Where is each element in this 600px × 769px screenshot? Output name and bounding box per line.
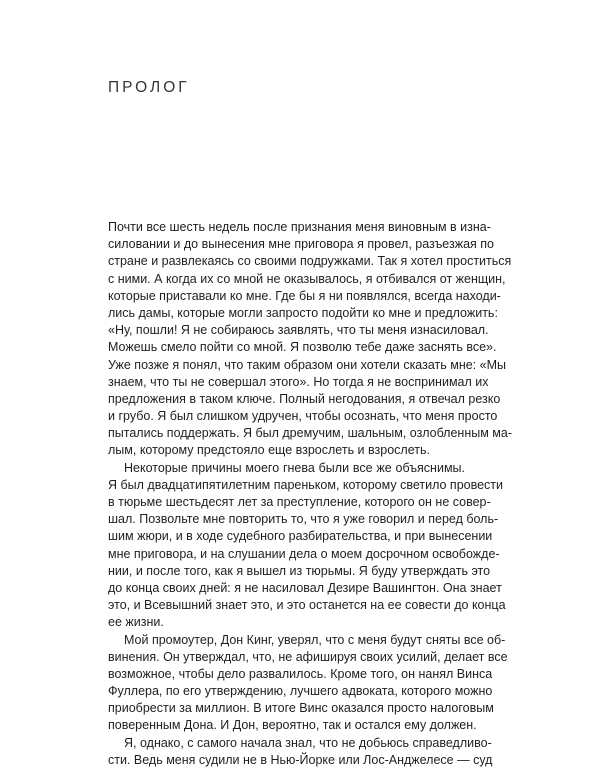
text-line: знаем, что ты не совершал этого». Но тогда я не воспринимал их bbox=[108, 374, 489, 389]
text-line: пытались поддержать. Я был дремучим, шальным, озлобленным ма- bbox=[108, 426, 512, 441]
text-line: винения. Он утверждал, что, не афишируя своих усилий, делает все bbox=[108, 649, 508, 664]
text-line: Мой промоутер, Дон Кинг, уверял, что с меня будут сняты все об- bbox=[124, 632, 506, 647]
paragraph bbox=[108, 460, 506, 632]
text-line: нии, и после того, как я вышел из тюрьмы. Я буду утверждать это bbox=[108, 563, 491, 578]
text-line: лым, которому предстояло еще взрослеть и взрослеть. bbox=[108, 443, 430, 458]
text-line: предложения в таком ключе. Полный негодования, я отвечал резко bbox=[108, 391, 501, 406]
text-line: шал. Позвольте мне повторить то, что я уже говорил и перед боль- bbox=[108, 512, 499, 527]
text-line: поверенным Дона. И Дон, вероятно, так и остался ему должен. bbox=[108, 718, 477, 733]
text-line: до конца своих дней: я не насиловал Дезире Вашингтон. Она знает bbox=[108, 580, 502, 595]
text-line: сти. Ведь меня судили не в Нью-Йорке или Лос-Анджелесе — суд bbox=[108, 752, 493, 767]
text-line: Почти все шесть недель после признания меня виновным в изна- bbox=[108, 220, 491, 234]
text-line: «Ну, пошли! Я не собираюсь заявлять, что ты меня изнасиловал. bbox=[108, 323, 489, 338]
text-line: это, и Всевышний знает это, и это останется на ее совести до конца bbox=[108, 598, 506, 613]
chapter-title: ПРОЛОГ bbox=[108, 79, 190, 96]
text-line: возможное, чтобы дело развалилось. Кроме того, он нанял Винса bbox=[108, 666, 493, 681]
text-line: в тюрьме шестьдесят лет за преступление, которого он не совер- bbox=[108, 495, 491, 509]
body-text bbox=[108, 219, 512, 769]
text-line: Я был двадцатипятилетним пареньком, которому светило провести bbox=[108, 477, 504, 492]
text-line: Можешь смело пойти со мной. Я позволю тебе даже заснять все». bbox=[108, 340, 497, 355]
text-line: Уже позже я понял, что таким образом они хотели сказать мне: «Мы bbox=[108, 357, 506, 372]
text-line: и грубо. Я был слишком удручен, чтобы осознать, что меня просто bbox=[108, 409, 498, 424]
text-line: приобрести за миллион. В итоге Винс оказался просто налоговым bbox=[108, 701, 494, 716]
text-line: силовании и до вынесения мне приговора я провел, разъезжая по bbox=[108, 237, 494, 252]
text-line: шим жюри, и в ходе судебного разбирательства, и при вынесении bbox=[108, 529, 493, 544]
text-line: стране и развлекаясь со своими подружками. Так я хотел проститься bbox=[108, 254, 512, 269]
paragraph bbox=[108, 219, 512, 460]
text-line: Я, однако, с самого начала знал, что не добьюсь справедливо- bbox=[124, 735, 492, 750]
text-line: которые приставали ко мне. Где бы я ни появлялся, всегда находи- bbox=[108, 288, 501, 303]
text-line: ее жизни. bbox=[108, 615, 164, 630]
text-line: Некоторые причины моего гнева были все же объяснимы. bbox=[124, 460, 465, 475]
paragraph bbox=[108, 735, 493, 769]
text-line: Фуллера, по его утверждению, лучшего адвоката, которого можно bbox=[108, 684, 493, 699]
paragraph bbox=[108, 632, 508, 735]
text-line: с ними. А когда их со мной не оказывалось, я отбивался от женщин, bbox=[108, 271, 506, 286]
text-line: лись дамы, которые могли запросто подойти ко мне и предложить: bbox=[108, 305, 498, 320]
text-line: мне приговора, и на слушании дела о моем досрочном освобожде- bbox=[108, 546, 500, 561]
